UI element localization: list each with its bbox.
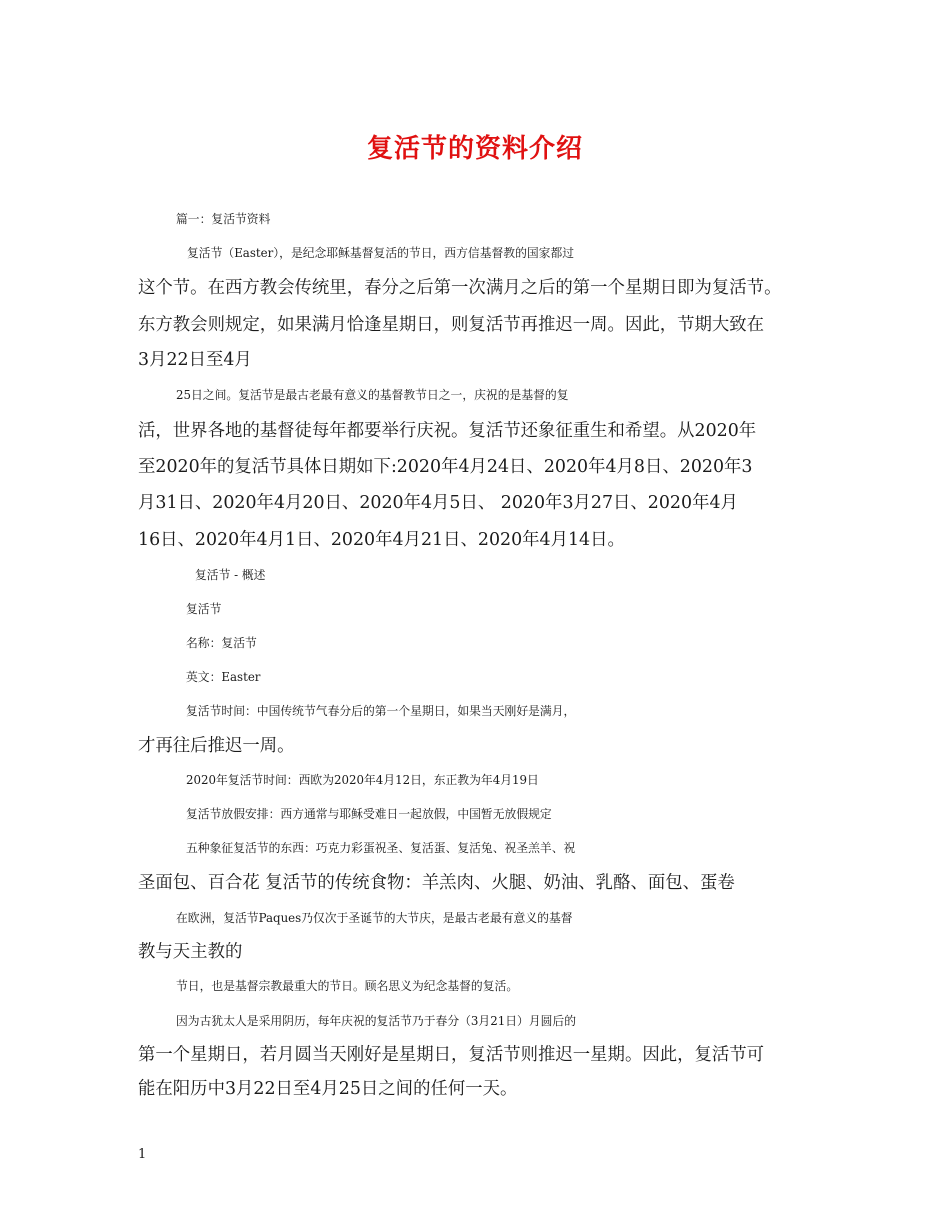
section-heading: 篇一：复活节资料: [176, 212, 271, 226]
paragraph-line: 复活节（Easter），是纪念耶稣基督复活的节日，西方信基督教的国家都过: [187, 246, 575, 260]
paragraph-line: 活，世界各地的基督徒每年都要举行庆祝。复活节还象征重生和希望。从2020年: [138, 421, 757, 441]
paragraph-line: 复活节时间：中国传统节气春分后的第一个星期日，如果当天刚好是满月，: [186, 704, 576, 718]
paragraph-line: 月31日、2020年4月20日、2020年4月5日、 2020年3月27日、2020年4月: [138, 493, 738, 513]
paragraph-line: 圣面包、百合花 复活节的传统食物：羊羔肉、火腿、奶油、乳酪、面包、蛋卷: [138, 873, 735, 893]
paragraph-line: 至2020年的复活节具体日期如下:2020年4月24日、2020年4月8日、2020年3: [138, 457, 753, 477]
section-subheading: 复活节 - 概述: [195, 568, 266, 582]
list-item: 复活节: [186, 602, 222, 616]
list-item: 名称：复活节: [186, 636, 257, 650]
paragraph-line: 节日，也是基督宗教最重大的节日。顾名思义为纪念基督的复活。: [176, 979, 519, 993]
paragraph-line: 2020年复活节时间：西欧为2020年4月12日，东正教为年4月19日: [186, 773, 539, 787]
paragraph-line: 第一个星期日，若月圆当天刚好是星期日，复活节则推迟一星期。因此，复活节可: [138, 1045, 765, 1065]
paragraph-line: 因为古犹太人是采用阴历，每年庆祝的复活节乃于春分（3月21日）月圆后的: [176, 1014, 577, 1028]
paragraph-line: 东方教会则规定，如果满月恰逢星期日，则复活节再推迟一周。因此，节期大致在: [138, 315, 765, 335]
list-item: 英文：Easter: [186, 670, 261, 684]
paragraph-line: 五种象征复活节的东西：巧克力彩蛋祝圣、复活蛋、复活兔、祝圣羔羊、祝: [186, 841, 576, 855]
paragraph-line: 25日之间。复活节是最古老最有意义的基督教节日之一，庆祝的是基督的复: [176, 388, 569, 402]
paragraph-line: 才再往后推迟一周。: [138, 736, 295, 756]
paragraph-line: 3月22日至4月: [138, 350, 252, 370]
paragraph-line: 在欧洲，复活节Paques乃仅次于圣诞节的大节庆，是最古老最有意义的基督: [176, 911, 573, 925]
paragraph-line: 复活节放假安排：西方通常与耶稣受难日一起放假，中国暂无放假规定: [186, 807, 552, 821]
document-title: 复活节的资料介绍: [366, 134, 583, 164]
paragraph-line: 教与天主教的: [138, 942, 243, 962]
paragraph-line: 16日、2020年4月1日、2020年4月21日、2020年4月14日。: [138, 530, 625, 550]
paragraph-line: 能在阳历中3月22日至4月25日之间的任何一天。: [138, 1079, 518, 1099]
page-number: 1: [138, 1147, 147, 1162]
paragraph-line: 这个节。在西方教会传统里，春分之后第一次满月之后的第一个星期日即为复活节。: [138, 278, 782, 298]
